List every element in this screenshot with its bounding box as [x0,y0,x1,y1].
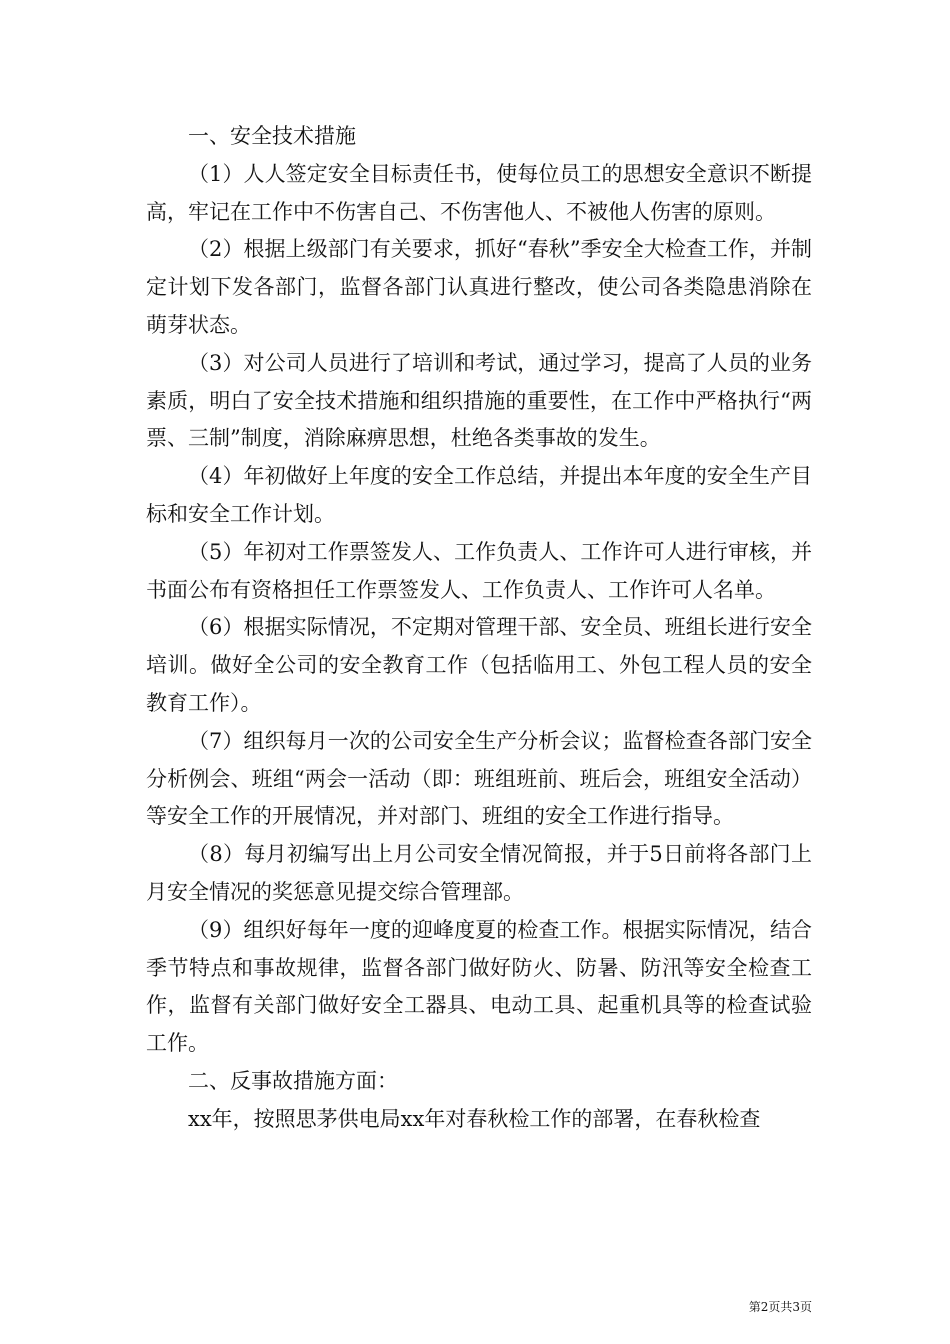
page-number-footer: 第2页共3页 [748,1300,812,1314]
paragraph-item-9: （9）组织好每年一度的迎峰度夏的检查工作。根据实际情况，结合季节特点和事故规律，监督各部门做好防火、防暑、防汛等安全检查工作，监督有关部门做好安全工器具、电动工具、起重机具等的检查试验工作。 [146,917,812,1056]
paragraph-item-6: （6）根据实际情况，不定期对管理干部、安全员、班组长进行安全培训。做好全公司的安全教育工作（包括临用工、外包工程人员的安全教育工作）。 [146,615,812,715]
document-body [146,118,812,1139]
paragraph-item-1: （1）人人签定安全目标责任书，使每位员工的思想安全意识不断提高，牢记在工作中不伤害自己、不伤害他人、不被他人伤害的原则。 [146,161,812,224]
paragraph-item-5: （5）年初对工作票签发人、工作负责人、工作许可人进行审核，并书面公布有资格担任工作票签发人、工作负责人、工作许可人名单。 [146,539,812,602]
paragraph-item-3: （3）对公司人员进行了培训和考试，通过学习，提高了人员的业务素质，明白了安全技术措施和组织措施的重要性，在工作中严格执行“两票、三制”制度，消除麻痹思想，杜绝各类事故的发生。 [146,350,812,451]
paragraph-item-7: （7）组织每月一次的公司安全生产分析会议；监督检查各部门安全分析例会、班组“两会一活动（即：班组班前、班后会，班组安全活动）等安全工作的开展情况，并对部门、班组的安全工作进行指导。 [146,728,812,829]
paragraph-item-4: （4）年初做好上年度的安全工作总结，并提出本年度的安全生产目标和安全工作计划。 [146,464,812,526]
paragraph-item-2: （2）根据上级部门有关要求，抓好“春秋”季安全大检查工作，并制定计划下发各部门，监督各部门认真进行整改，使公司各类隐患消除在萌芽状态。 [146,237,812,337]
section-heading-1: 一、安全技术措施 [188,124,356,148]
paragraph-continued: xx年，按照思茅供电局xx年对春秋检工作的部署，在春秋检查 [188,1106,761,1131]
section-heading-2: 二、反事故措施方面： [188,1068,398,1093]
paragraph-item-8: （8）每月初编写出上月公司安全情况简报，并于5日前将各部门上月安全情况的奖惩意见提交综合管理部。 [146,842,812,904]
